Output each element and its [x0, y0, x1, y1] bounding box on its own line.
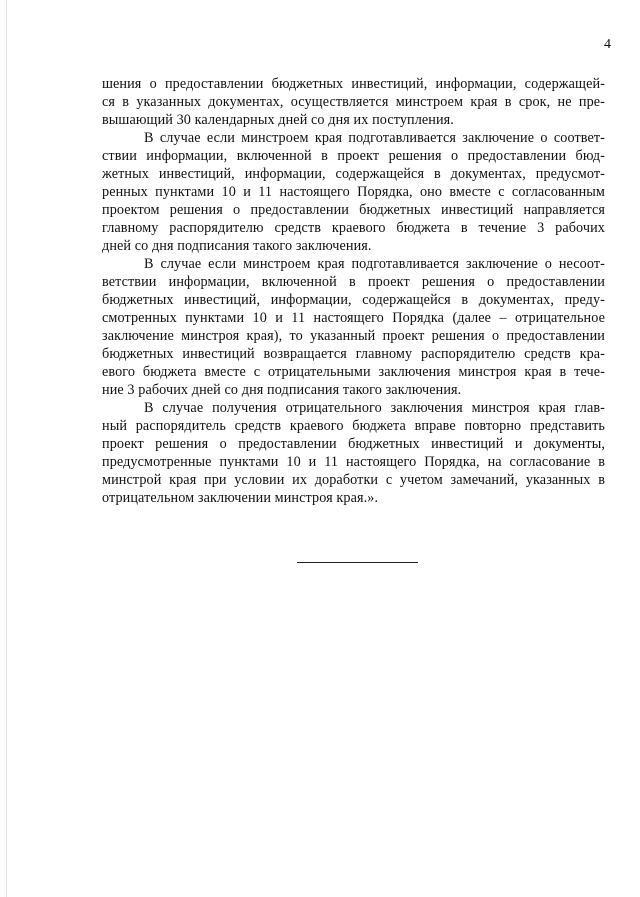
paragraph-2-line-7: дней со дня подписания такого заключения.	[102, 238, 372, 254]
paragraph-3-line-6: бюджетных инвестиций возвращается главному распорядителю средств кра-	[102, 346, 605, 362]
paragraph-1-line-1: шения о предоставлении бюджетных инвестиций, информации, содержащей-	[102, 76, 605, 92]
paragraph-3-line-8: ние 3 рабочих дней со дня подписания такого заключения.	[102, 382, 462, 398]
paragraph-4-line-3: проект решения о предоставлении бюджетных инвестиций и документы,	[102, 436, 605, 452]
page-number: 4	[604, 37, 611, 52]
paragraph-1-line-3: вышающий 30 календарных дней со дня их поступления.	[102, 112, 454, 128]
paragraph-3-line-3: бюджетных инвестиций, информации, содержащейся в документах, преду-	[102, 292, 605, 308]
end-separator-line	[297, 562, 418, 563]
paragraph-4-line-2: ный распорядитель средств краевого бюджета вправе повторно представить	[102, 418, 605, 434]
paragraph-3-line-7: евого бюджета вместе с отрицательными заключения минстроя края в тече-	[102, 364, 605, 380]
paragraph-3-line-1: В случае если минстроем края подготавливается заключение о несоот-	[144, 256, 605, 272]
paragraph-4-line-4: предусмотренные пунктами 10 и 11 настоящего Порядка, на согласование в	[102, 454, 605, 470]
paragraph-2-line-1: В случае если минстроем края подготавливается заключение о соответ-	[144, 130, 605, 146]
scan-edge-line	[6, 0, 7, 897]
paragraph-2-line-3: жетных инвестиций, информации, содержащейся в документах, предусмот-	[102, 166, 605, 182]
paragraph-2-line-6: главному распорядителю средств краевого бюджета в течение 3 рабочих	[102, 220, 605, 236]
paragraph-3-line-5: заключение минстроя края), то указанный проект решения о предоставлении	[102, 328, 605, 344]
paragraph-4-line-6: отрицательном заключении минстроя края.».	[102, 490, 379, 506]
paragraph-2-line-4: ренных пунктами 10 и 11 настоящего Порядка, оно вместе с согласованным	[102, 184, 605, 200]
paragraph-4-line-1: В случае получения отрицательного заключения минстроя края глав-	[144, 400, 605, 416]
paragraph-4-line-5: минстрой края при условии их доработки с учетом замечаний, указанных в	[102, 472, 605, 488]
paragraph-3-line-2: ветствии информации, включенной в проект решения о предоставлении	[102, 274, 605, 290]
paragraph-3-line-4: смотренных пунктами 10 и 11 настоящего Порядка (далее – отрицательное	[102, 310, 605, 326]
paragraph-2-line-2: ствии информации, включенной в проект решения о предоставлении бюд-	[102, 148, 605, 164]
paragraph-2-line-5: проектом решения о предоставлении бюджетных инвестиций направляется	[102, 202, 605, 218]
paragraph-1-line-2: ся в указанных документах, осуществляется минстроем края в срок, не пре-	[102, 94, 605, 110]
